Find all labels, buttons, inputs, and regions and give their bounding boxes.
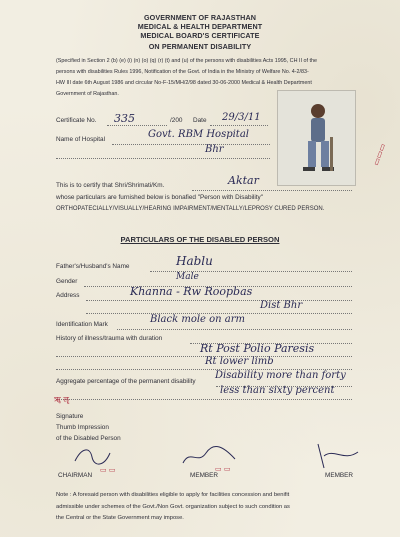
father-name-label: Father's/Husband's Name <box>56 263 130 270</box>
header-line-3: MEDICAL BOARD'S CERTIFICATE <box>140 31 260 40</box>
note-line-1: Note : A foresaid person with disabilities eligible to apply for facilities concession and benifit <box>56 492 290 498</box>
person-photo-icon <box>278 91 355 185</box>
thumb-scribble: ॠ ॡ <box>54 395 69 404</box>
hospital-label: Name of Hospital <box>56 136 106 143</box>
date-label: Date <box>193 117 207 124</box>
history-value-1: Rt Post Polio Paresis <box>200 342 315 355</box>
intro-line-3: HW III date 6th August 1986 and circular No-F-15/MH/2/98 dated 30-06-2000 Medical & Health Department <box>56 80 312 86</box>
member2-signature-icon <box>310 440 370 472</box>
address-label: Address <box>56 292 80 299</box>
father-name-value: Hablu <box>176 254 213 268</box>
header-line-2: MEDICAL & HEALTH DEPARTMENT <box>137 22 263 31</box>
hospital-value-2: Bhr <box>205 144 224 155</box>
history-label: History of illness/trauma with duration <box>56 335 163 342</box>
aggregate-label: Aggregate percentage of the permanent disability <box>56 378 196 385</box>
certify-line-1: This is to certify that Shri/Shrimati/Km. <box>56 182 165 189</box>
member-label-1: MEMBER <box>190 472 219 479</box>
signature-label: Signature <box>56 413 84 420</box>
date-value: 29/3/11 <box>222 112 261 123</box>
history-value-2: Rt lower limb <box>205 356 274 367</box>
intro-line-4: Government of Rajasthan. <box>56 91 119 97</box>
hospital-value-1: Govt. RBM Hospital <box>148 129 249 140</box>
chairman-label: CHAIRMAN <box>58 472 93 479</box>
member1-stamp: ▭ ▭ <box>215 465 231 473</box>
gender-label: Gender <box>56 278 78 285</box>
chairman-stamp: ▭ ▭ <box>100 466 116 474</box>
note-line-3: the Central or the State Government may impose. <box>56 515 184 521</box>
note-line-2: admissible under schemes of the Govt./Non Govt. organization subject to such condition as <box>56 504 290 510</box>
certificate-year-label: /200 <box>170 117 183 124</box>
side-stamp: ▭▭▭ <box>371 142 388 167</box>
header-line-4: ON PERMANENT DISABILITY <box>148 42 252 51</box>
certify-line-2: whose particulars are furnished below is bonafied "Person with Disability" <box>56 194 264 201</box>
particulars-title: PARTICULARS OF THE DISABLED PERSON <box>120 235 280 244</box>
disabled-person-label: of the Disabled Person <box>56 435 121 442</box>
gender-value: Male <box>176 272 199 282</box>
intro-line-2: persons with disabilities Rules 1996, Notification of the Govt. of India in the Ministry of Welfare No. 4-2/83- <box>56 69 309 75</box>
identification-value: Black mole on arm <box>150 314 246 325</box>
intro-line-1: (Specified in Section 2 (b) (e) (i) (n) (o) (q) (r) (t) and (u) of the persons with disabilities Acts 1995, CH II of the <box>56 58 317 64</box>
aggregate-value-2: less than sixty percent <box>220 385 335 396</box>
member-label-2: MEMBER <box>325 472 354 479</box>
person-name-value: Aktar <box>228 174 259 187</box>
header-line-1: GOVERNMENT OF RAJASTHAN <box>143 13 257 22</box>
certificate-no-label: Certificate No. <box>56 117 97 124</box>
thumb-impression-label: Thumb Impression <box>56 424 109 431</box>
identification-label: Identification Mark <box>56 321 108 328</box>
certificate-no-value: 335 <box>114 112 135 125</box>
certify-line-3: ORTHOPATECIALLY/VISUALLY/HEARING IMPAIRMENT/MENTALLY/LEPROSY CURED PERSON. <box>56 206 325 212</box>
aggregate-value-1: Disability more than forty <box>215 370 346 381</box>
address-value-1: Khanna - Rw Roopbas <box>130 285 253 298</box>
applicant-photo <box>277 90 356 186</box>
address-value-2: Dist Bhr <box>260 300 303 311</box>
